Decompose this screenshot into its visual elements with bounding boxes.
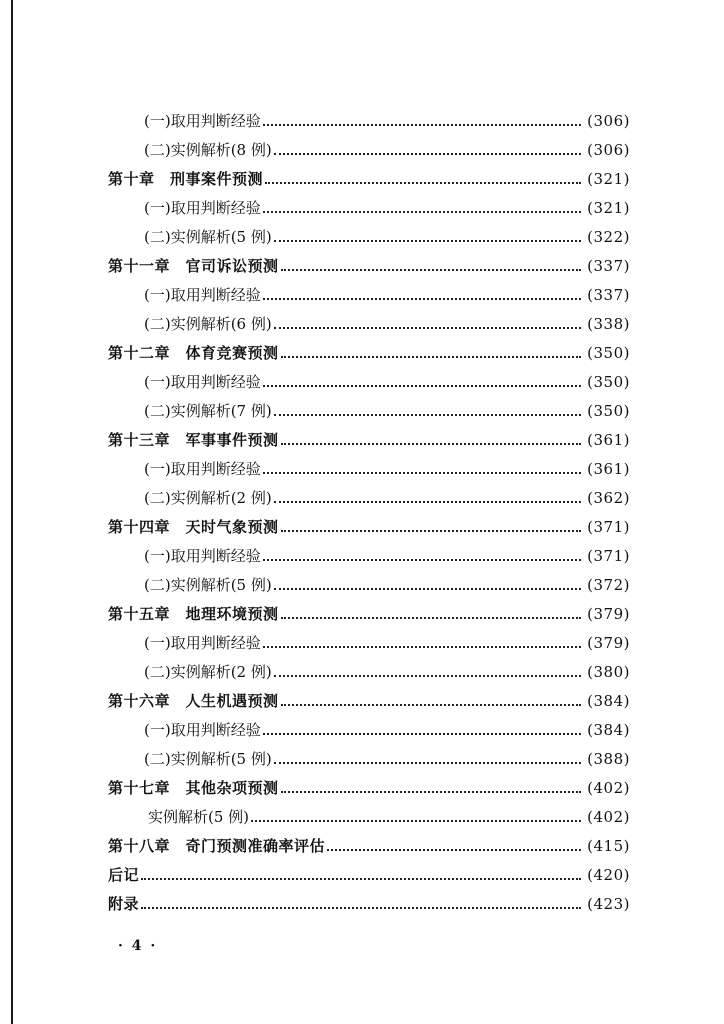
toc-page-number: (362) — [587, 489, 630, 507]
toc-entry[interactable] — [108, 713, 630, 739]
toc-page-number: (384) — [587, 721, 630, 739]
toc-chapter-label: 第十七章 其他杂项预测 — [108, 779, 279, 797]
toc-entry-label: (二)实例解析(2 例) — [144, 663, 272, 681]
toc-entry[interactable] — [108, 481, 630, 507]
toc-page-number: (379) — [587, 634, 630, 652]
toc-page-number: (371) — [587, 547, 630, 565]
dot-leader — [263, 733, 581, 735]
toc-entry[interactable] — [108, 452, 630, 478]
dot-leader — [263, 559, 581, 561]
toc-entry-label: (二)实例解析(6 例) — [144, 315, 272, 333]
toc-chapter-entry[interactable] — [108, 858, 630, 884]
toc-page-number: (322) — [587, 228, 630, 246]
toc-entry-label: 实例解析(5 例) — [148, 808, 250, 826]
toc-chapter-label: 后记 — [108, 866, 140, 884]
toc-page-number: (415) — [587, 837, 630, 855]
toc-page-number: (350) — [587, 344, 630, 362]
toc-entry-label: (一)取用判断经验 — [144, 199, 261, 217]
toc-page-number: (350) — [587, 402, 630, 420]
toc-page-number: (420) — [587, 866, 630, 884]
toc-entry[interactable] — [108, 655, 630, 681]
dot-leader — [274, 414, 581, 416]
toc-entry[interactable] — [108, 394, 630, 420]
dot-leader — [274, 153, 581, 155]
dot-leader — [274, 501, 581, 503]
dot-leader — [274, 762, 581, 764]
toc-entry-label: (一)取用判断经验 — [144, 460, 261, 478]
dot-leader — [274, 240, 581, 242]
toc-chapter-label: 第十三章 军事事件预测 — [108, 431, 279, 449]
dot-leader — [141, 907, 581, 909]
dot-leader — [274, 675, 581, 677]
dot-leader — [263, 124, 581, 126]
toc-chapter-label: 第十五章 地理环境预测 — [108, 605, 279, 623]
toc-page-number: (338) — [587, 315, 630, 333]
toc-chapter-entry[interactable] — [108, 771, 630, 797]
toc-page-number: (372) — [587, 576, 630, 594]
toc-chapter-label: 第十一章 官司诉讼预测 — [108, 257, 279, 275]
toc-entry-label: (一)取用判断经验 — [144, 721, 261, 739]
dot-leader — [281, 443, 582, 445]
toc-chapter-label: 第十二章 体育竞赛预测 — [108, 344, 279, 362]
toc-entry[interactable] — [108, 742, 630, 768]
page-folio-number: · 4 · — [118, 938, 158, 954]
toc-chapter-label: 附录 — [108, 895, 140, 913]
toc-chapter-label: 第十八章 奇门预测准确率评估 — [108, 837, 326, 855]
toc-page-number: (361) — [587, 431, 630, 449]
dot-leader — [274, 588, 581, 590]
toc-page-number: (350) — [587, 373, 630, 391]
toc-entry[interactable] — [108, 191, 630, 217]
toc-entry[interactable] — [108, 800, 630, 826]
toc-entry-label: (一)取用判断经验 — [144, 373, 261, 391]
toc-page-number: (337) — [587, 286, 630, 304]
toc-page-number: (306) — [587, 112, 630, 130]
dot-leader — [327, 849, 581, 851]
dot-leader — [281, 617, 582, 619]
toc-chapter-entry[interactable] — [108, 597, 630, 623]
toc-entry[interactable] — [108, 104, 630, 130]
toc-entry[interactable] — [108, 365, 630, 391]
toc-entry-label: (二)实例解析(2 例) — [144, 489, 272, 507]
page-binding-line — [11, 0, 13, 1024]
toc-entry-label: (二)实例解析(5 例) — [144, 576, 272, 594]
toc-chapter-entry[interactable] — [108, 829, 630, 855]
toc-page-number: (402) — [587, 808, 630, 826]
toc-entry[interactable] — [108, 568, 630, 594]
dot-leader — [263, 646, 581, 648]
dot-leader — [281, 269, 582, 271]
toc-entry-label: (二)实例解析(5 例) — [144, 228, 272, 246]
toc-page-number: (321) — [587, 170, 630, 188]
toc-chapter-label: 第十六章 人生机遇预测 — [108, 692, 279, 710]
toc-entry-label: (一)取用判断经验 — [144, 112, 261, 130]
toc-page-number: (321) — [587, 199, 630, 217]
dot-leader — [263, 472, 581, 474]
toc-page-number: (306) — [587, 141, 630, 159]
toc-page-number: (361) — [587, 460, 630, 478]
toc-page-number: (384) — [587, 692, 630, 710]
toc-chapter-entry[interactable] — [108, 510, 630, 536]
toc-page-number: (402) — [587, 779, 630, 797]
dot-leader — [251, 820, 581, 822]
toc-entry[interactable] — [108, 307, 630, 333]
toc-entry-label: (一)取用判断经验 — [144, 547, 261, 565]
toc-chapter-entry[interactable] — [108, 684, 630, 710]
toc-entry-label: (二)实例解析(7 例) — [144, 402, 272, 420]
toc-chapter-entry[interactable] — [108, 887, 630, 913]
toc-page-number: (380) — [587, 663, 630, 681]
dot-leader — [281, 791, 582, 793]
toc-entry[interactable] — [108, 539, 630, 565]
toc-entry[interactable] — [108, 626, 630, 652]
dot-leader — [263, 385, 581, 387]
dot-leader — [263, 211, 581, 213]
toc-chapter-entry[interactable] — [108, 336, 630, 362]
toc-page-number: (423) — [587, 895, 630, 913]
toc-page-number: (337) — [587, 257, 630, 275]
dot-leader — [281, 704, 582, 706]
toc-entry[interactable] — [108, 220, 630, 246]
toc-entry-label: (一)取用判断经验 — [144, 286, 261, 304]
toc-chapter-entry[interactable] — [108, 162, 630, 188]
toc-chapter-entry[interactable] — [108, 423, 630, 449]
toc-page-number: (379) — [587, 605, 630, 623]
toc-chapter-label: 第十四章 天时气象预测 — [108, 518, 279, 536]
dot-leader — [265, 182, 581, 184]
dot-leader — [281, 530, 582, 532]
toc-page-number: (371) — [587, 518, 630, 536]
dot-leader — [263, 298, 581, 300]
toc-entry-label: (二)实例解析(8 例) — [144, 141, 272, 159]
dot-leader — [141, 878, 581, 880]
dot-leader — [274, 327, 581, 329]
toc-entry-label: (一)取用判断经验 — [144, 634, 261, 652]
toc-chapter-label: 第十章 刑事案件预测 — [108, 170, 264, 188]
dot-leader — [281, 356, 582, 358]
toc-chapter-entry[interactable] — [108, 249, 630, 275]
toc-entry[interactable] — [108, 133, 630, 159]
toc-entry-label: (二)实例解析(5 例) — [144, 750, 272, 768]
toc-page-number: (388) — [587, 750, 630, 768]
toc-entry[interactable] — [108, 278, 630, 304]
